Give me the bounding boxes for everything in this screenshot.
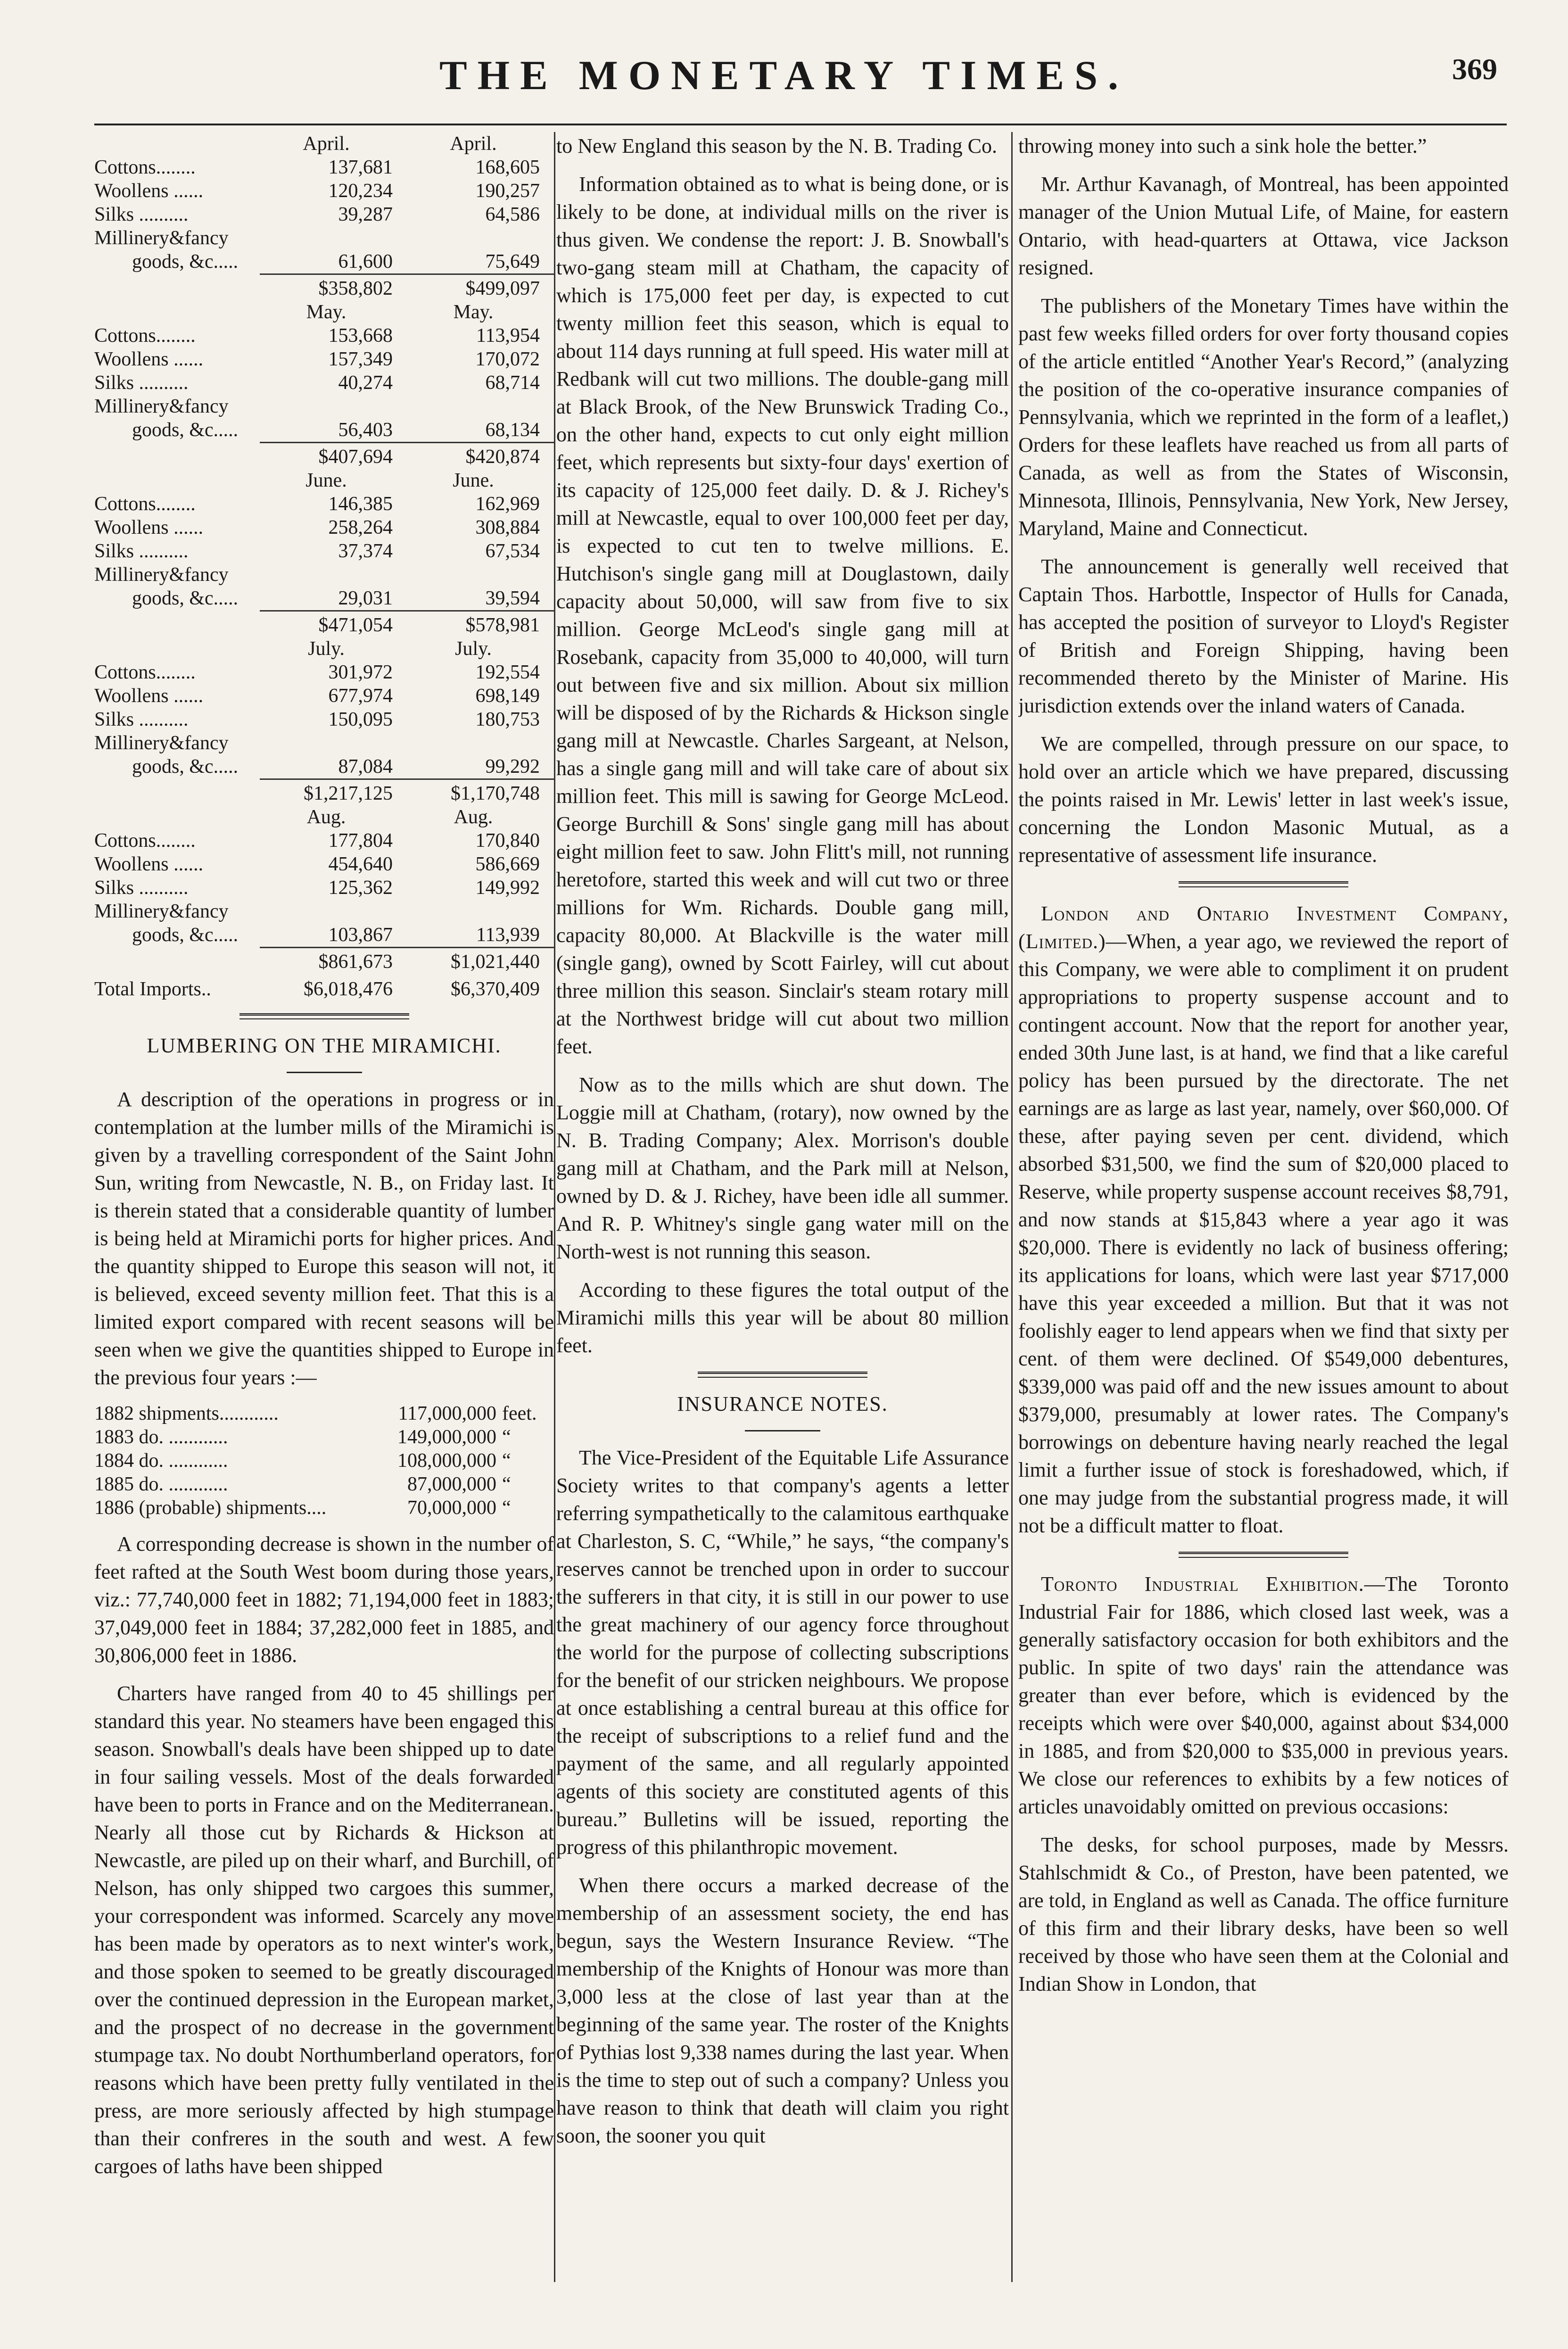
blank-cell bbox=[94, 443, 260, 469]
subtotal-value: $471,054 bbox=[260, 611, 407, 637]
row-label: Millinery&fancy bbox=[94, 564, 229, 586]
month-label: Aug. bbox=[454, 806, 493, 828]
header-rule bbox=[94, 124, 1507, 125]
shipment-row bbox=[94, 1496, 554, 1520]
row-label: goods, &c..... bbox=[132, 419, 239, 441]
row-value: 87,084 bbox=[338, 756, 393, 777]
insurance-paragraph-2: When there occurs a marked decrease of the membership of an assessment society, the end has begun, says the Western Insurance Review. “The membership of the Knights of Honour was more than 3,000 less at the close of last year than at the beginning of the same year. The roster of the Knights of Pythias lost 9,338 names during the last year. When is the time to step out of such a company? Unless you have reason to think that death will claim you right soon, the sooner you quit bbox=[556, 1874, 1009, 2147]
row-label: goods, &c..... bbox=[132, 924, 239, 946]
row-value bbox=[260, 563, 407, 587]
row-value: 103,867 bbox=[328, 924, 393, 946]
toronto-exhibition-paragraph bbox=[1018, 1570, 1509, 1820]
import-row bbox=[94, 516, 554, 539]
import-row bbox=[94, 876, 554, 900]
london-ontario-paragraph bbox=[1018, 900, 1509, 1539]
column-rule-1 bbox=[554, 132, 555, 2282]
row-value: 149,992 bbox=[475, 877, 540, 899]
row-label: Silks .......... bbox=[94, 372, 189, 394]
row-value: 146,385 bbox=[328, 493, 393, 515]
row-label: Woollens ...... bbox=[94, 180, 204, 202]
subtotal-row bbox=[94, 443, 554, 469]
row-value: 29,031 bbox=[338, 587, 393, 609]
blank-cell bbox=[94, 779, 260, 806]
subtotal-row bbox=[94, 274, 554, 301]
row-label: Millinery&fancy bbox=[94, 732, 229, 754]
shipment-unit: “ bbox=[502, 1426, 511, 1448]
toronto-exhibition-paragraph-2: The desks, for school purposes, made by Messrs. Stahlschmidt & Co., of Preston, have been patented, we are told, in England as well as Canada. The office furniture of this firm and their library desks, have been so well received by those who have seen them at the Colonial and Indian Show in London, that bbox=[1018, 1833, 1509, 1995]
import-row bbox=[94, 563, 554, 587]
row-value: 120,234 bbox=[328, 180, 393, 202]
grand-total-value: $6,370,409 bbox=[451, 978, 540, 1000]
subtotal-row bbox=[94, 948, 554, 974]
grand-total-value: $6,018,476 bbox=[304, 978, 393, 1000]
section-separator bbox=[698, 1372, 867, 1378]
row-value: 190,257 bbox=[475, 180, 540, 202]
shipment-year: 1885 do. ............ bbox=[94, 1473, 228, 1495]
shipment-value: 87,000,000 bbox=[407, 1473, 496, 1495]
month-header-row bbox=[94, 805, 554, 829]
row-value: 168,605 bbox=[475, 157, 540, 178]
row-label: goods, &c..... bbox=[132, 587, 239, 609]
row-value: 64,586 bbox=[485, 204, 540, 225]
row-value: 192,554 bbox=[475, 662, 540, 683]
import-row bbox=[94, 661, 554, 684]
row-value: 40,274 bbox=[338, 372, 393, 394]
shipment-year: 1883 do. ............ bbox=[94, 1426, 228, 1448]
row-label: goods, &c..... bbox=[132, 756, 239, 777]
row-label: goods, &c..... bbox=[132, 251, 239, 273]
subtotal-value: $861,673 bbox=[260, 948, 407, 974]
row-value: 150,095 bbox=[328, 709, 393, 730]
shipment-row bbox=[94, 1402, 554, 1425]
heading-underline bbox=[745, 1430, 820, 1431]
shipment-value: 117,000,000 bbox=[398, 1403, 496, 1424]
column-1 bbox=[94, 132, 554, 2301]
row-value bbox=[407, 900, 554, 923]
row-value: 39,287 bbox=[338, 204, 393, 225]
shipment-unit: “ bbox=[502, 1473, 511, 1495]
subtotal-value: $407,694 bbox=[260, 443, 407, 469]
lumbering-paragraph-2: A corresponding decrease is shown in the number of feet rafted at the South West boom during those years, viz.: 77,740,000 feet in 1882; 71,194,000 feet in 1883; 37,049,000 feet in 1884; 37,282,000 feet in 1885, and 30,806,000 feet in 1886. bbox=[94, 1532, 554, 1667]
blank-cell bbox=[94, 132, 260, 156]
shipments-table bbox=[94, 1402, 554, 1520]
import-row bbox=[94, 226, 554, 250]
imports-table bbox=[94, 132, 554, 1001]
shipment-unit: “ bbox=[502, 1450, 511, 1472]
subtotal-value: $499,097 bbox=[407, 274, 554, 301]
import-row bbox=[94, 179, 554, 203]
row-value: 67,534 bbox=[485, 540, 540, 562]
import-row bbox=[94, 347, 554, 371]
row-value: 586,669 bbox=[475, 853, 540, 875]
month-header-row bbox=[94, 469, 554, 492]
row-label: Cottons........ bbox=[94, 157, 196, 178]
row-label: Woollens ...... bbox=[94, 853, 204, 875]
import-row bbox=[94, 324, 554, 347]
grand-total-row bbox=[94, 974, 554, 1001]
shipment-unit: feet. bbox=[502, 1403, 537, 1424]
shipment-value: 108,000,000 bbox=[397, 1450, 496, 1472]
subtotal-value: $1,217,125 bbox=[260, 779, 407, 806]
shipment-value: 149,000,000 bbox=[397, 1426, 496, 1448]
column-3 bbox=[1018, 132, 1509, 2301]
lumbering-paragraph-3: Charters have ranged from 40 to 45 shillings per standard this year. No steamers have been engaged this season. Snowball's deals have been shipped up to date in four sailing vessels. Most of the deals forwarded have been to ports in France and on the Mediterranean. Nearly all those cut by Richards & Hickson at Newcastle, are piled up on their wharf, and Burchill, of Nelson, has only shipped two cargoes this summer, your correspondent was informed. Scarcely any move has been made by operators as to next winter's work, and those spoken to seemed to be greatly discouraged over the continued depression in the European market, and the prospect of no decrease in the government stumpage tax. No doubt Northumberland operators, for reasons which have been pretty fully ventilated in the press, are more seriously affected by high stumpage than their confreres in the south and west. A few cargoes of laths have been shipped bbox=[94, 1682, 554, 2178]
shipment-year: 1884 do. ............ bbox=[94, 1450, 228, 1472]
row-value: 177,804 bbox=[328, 830, 393, 852]
import-row bbox=[94, 156, 554, 179]
london-ontario-body: —When, a year ago, we reviewed the report of this Company, we were able to compliment it on prudent appropriations to property suspense account and to contingent account. Now that the report for another year, ended 30th June last, is at hand, we find that a like careful policy has been pursued by the directorate. The net earnings are as large as last year, namely, over $60,000. Of these, after paying seven per cent. dividend, which absorbed $31,500, we find the sum of $20,000 placed to Reserve, while property suspense account receives $8,791, and now stands at $15,843 where a year ago it was $20,000. There is evidently no lack of business offering; its applications for loans, which were last year $717,000 have this year exceeded a million. But that it was not foolishly eager to lend appears when we find that sixty per cent. of them were declined. Of $549,000 debentures, $339,000 was paid off and the new issues amount to about $379,000, presumably at lower rates. The Company's borrowings on debenture having nearly reached the legal limit a further issue of stock is foreshadowed, which, if one may judge from the substantial progress made, it will not be a difficult matter to float. bbox=[1018, 930, 1509, 1537]
subtotal-value: $1,170,748 bbox=[407, 779, 554, 806]
row-value: 454,640 bbox=[328, 853, 393, 875]
row-value: 56,403 bbox=[338, 419, 393, 441]
row-label: Cottons........ bbox=[94, 830, 196, 852]
row-label: Cottons........ bbox=[94, 493, 196, 515]
column-rule-2 bbox=[1011, 132, 1013, 2282]
blank-cell bbox=[94, 469, 260, 492]
shipment-row bbox=[94, 1472, 554, 1496]
heading-underline bbox=[287, 1072, 362, 1073]
row-value bbox=[407, 731, 554, 755]
row-label: Silks .......... bbox=[94, 709, 189, 730]
subtotal-value: $358,802 bbox=[260, 274, 407, 301]
shipment-value: 70,000,000 bbox=[407, 1497, 496, 1519]
row-value: 180,753 bbox=[475, 709, 540, 730]
month-label: April. bbox=[303, 133, 350, 155]
insurance-heading: INSURANCE NOTES. bbox=[677, 1392, 888, 1415]
month-label: June. bbox=[453, 470, 494, 491]
row-value: 61,600 bbox=[338, 251, 393, 273]
grand-total-label: Total Imports.. bbox=[94, 978, 211, 1000]
row-value bbox=[260, 900, 407, 923]
month-label: Aug. bbox=[306, 806, 346, 828]
shipment-unit: “ bbox=[502, 1497, 511, 1519]
lumbering-paragraph-6: Now as to the mills which are shut down. The Loggie mill at Chatham, (rotary), now owned by the N. B. Trading Company; Alex. Morrison's double gang mill at Chatham, and the Park mill at Nelson, owned by D. & J. Richey, have been idle all summer. And R. P. Whitney's single gang water mill on the North-west is not running this season. bbox=[556, 1073, 1009, 1263]
row-value bbox=[407, 226, 554, 250]
section-separator bbox=[1179, 1552, 1348, 1558]
row-value bbox=[260, 226, 407, 250]
row-value bbox=[407, 395, 554, 418]
column-2 bbox=[556, 132, 1009, 2301]
row-value: 308,884 bbox=[475, 517, 540, 538]
month-header-row bbox=[94, 300, 554, 324]
month-header-row bbox=[94, 132, 554, 156]
blank-cell bbox=[94, 274, 260, 301]
row-value: 170,840 bbox=[475, 830, 540, 852]
row-label: Silks .......... bbox=[94, 877, 189, 899]
row-value: 68,134 bbox=[485, 419, 540, 441]
import-row bbox=[94, 755, 554, 779]
import-row bbox=[94, 203, 554, 226]
subtotal-value: $578,981 bbox=[407, 611, 554, 637]
insurance-paragraph-1: The Vice-President of the Equitable Life Assurance Society writes to that company's agents a letter referring sympathetically to the calamitous earthquake at Charleston, S. C, “While,” he says, “the company's reserves cannot be trenched upon in order to succour the sufferers in that city, it is still in our power to use the great machinery of our agency force throughout the world for the purpose of collecting subscriptions for the benefit of our stricken neighbours. We propose at once establishing a central bureau at this office for the receipt of subscriptions to a relief fund and the payment of the same, and all regularly appointed agents of this society are constituted agents of this bureau.” Bulletins will be issued, reporting the progress of this philanthropic movement. bbox=[556, 1446, 1009, 1859]
import-row bbox=[94, 708, 554, 731]
row-value bbox=[260, 731, 407, 755]
row-value: 301,972 bbox=[328, 662, 393, 683]
month-label: June. bbox=[305, 470, 347, 491]
subtotal-value: $1,021,440 bbox=[407, 948, 554, 974]
lumbering-paragraph-7: According to these figures the total output of the Miramichi mills this year will be about 80 million feet. bbox=[556, 1278, 1009, 1357]
row-label: Silks .......... bbox=[94, 204, 189, 225]
shipment-row bbox=[94, 1425, 554, 1449]
import-row bbox=[94, 829, 554, 852]
lumbering-paragraph-4: to New England this season by the N. B. Trading Co. bbox=[556, 134, 997, 157]
subtotal-value: $420,874 bbox=[407, 443, 554, 469]
blank-cell bbox=[94, 300, 260, 324]
month-label: May. bbox=[306, 301, 347, 323]
month-label: April. bbox=[450, 133, 497, 155]
row-value: 162,969 bbox=[475, 493, 540, 515]
shipment-row bbox=[94, 1449, 554, 1472]
import-row bbox=[94, 250, 554, 274]
month-label: July. bbox=[308, 638, 345, 660]
subtotal-row bbox=[94, 779, 554, 806]
row-value: 157,349 bbox=[328, 348, 393, 370]
import-row bbox=[94, 684, 554, 708]
blank-cell bbox=[94, 948, 260, 974]
insurance-paragraph-7: We are compelled, through pressure on our space, to hold over an article which we have prepared, discussing the points raised in Mr. Lewis' letter in last week's issue, concerning the London Masonic Mutual, as a representative of assessment life insurance. bbox=[1018, 732, 1509, 867]
import-row bbox=[94, 371, 554, 395]
row-value: 39,594 bbox=[485, 587, 540, 609]
month-header-row bbox=[94, 637, 554, 661]
row-label: Woollens ...... bbox=[94, 348, 204, 370]
row-label: Millinery&fancy bbox=[94, 227, 229, 249]
month-label: May. bbox=[453, 301, 494, 323]
row-value: 137,681 bbox=[328, 157, 393, 178]
toronto-exhibition-lead: Toronto Industrial Exhibition. bbox=[1041, 1572, 1364, 1596]
row-value: 125,362 bbox=[328, 877, 393, 899]
import-row bbox=[94, 587, 554, 611]
shipment-year: 1882 shipments............ bbox=[94, 1403, 279, 1424]
row-value bbox=[407, 563, 554, 587]
row-value: 37,374 bbox=[338, 540, 393, 562]
masthead: THE MONETARY TIMES. bbox=[439, 53, 1129, 99]
row-label: Millinery&fancy bbox=[94, 396, 229, 417]
row-value: 698,149 bbox=[475, 685, 540, 707]
import-row bbox=[94, 395, 554, 418]
import-row bbox=[94, 539, 554, 563]
row-value: 75,649 bbox=[485, 251, 540, 273]
row-label: Millinery&fancy bbox=[94, 901, 229, 922]
row-value: 258,264 bbox=[328, 517, 393, 538]
shipment-year: 1886 (probable) shipments.... bbox=[94, 1497, 327, 1519]
row-value bbox=[260, 395, 407, 418]
row-value: 170,072 bbox=[475, 348, 540, 370]
row-value: 153,668 bbox=[328, 325, 393, 347]
import-row bbox=[94, 900, 554, 923]
import-row bbox=[94, 852, 554, 876]
section-separator bbox=[239, 1013, 409, 1019]
london-ontario-lead: London and Ontario Investment Company, (Limited.) bbox=[1018, 902, 1509, 953]
blank-cell bbox=[94, 805, 260, 829]
blank-cell bbox=[94, 611, 260, 637]
page-number: 369 bbox=[1452, 52, 1497, 86]
row-label: Silks .......... bbox=[94, 540, 189, 562]
row-label: Woollens ...... bbox=[94, 685, 204, 707]
blank-cell bbox=[94, 637, 260, 661]
row-label: Cottons........ bbox=[94, 325, 196, 347]
month-label: July. bbox=[455, 638, 492, 660]
row-label: Woollens ...... bbox=[94, 517, 204, 538]
insurance-paragraph-5: The publishers of the Monetary Times have within the past few weeks filled orders for over forty thousand copies of the article entitled “Another Year's Record,” (analyzing the position of the co-operative insurance companies of Pennsylvania, which we reprinted in the form of a leaflet,) Orders for these leaflets have reached us from all parts of Canada, as well as from the States of Wisconsin, Minnesota, Illinois, Pennsylvania, New York, New Jersey, Maryland, Maine and Connecticut. bbox=[1018, 294, 1509, 540]
row-value: 68,714 bbox=[485, 372, 540, 394]
import-row bbox=[94, 923, 554, 948]
lumbering-paragraph-5: Information obtained as to what is being done, or is likely to be done, at individual mills on the river is thus given. We condense the report: J. B. Snowball's two-gang steam mill at Chatham, the capacity of which is 175,000 feet per day, is expected to cut twenty million feet this season, which is equal to about 114 days running at full speed. His water mill at Redbank will cut two millions. The double-gang mill at Black Brook, of the New Brunswick Trading Co., on the other hand, expects to cut only eight million feet, which represents but sixty-four days' exertion of its capacity of 125,000 feet daily. D. & J. Richey's mill at Newcastle, equal to over 100,000 feet per day, is expected to cut ten to twelve millions. E. Hutchison's single gang mill at Douglastown, daily capacity about 50,000, will saw from five to six million. George McLeod's single gang mill at Rosebank, capacity from 35,000 to 40,000, will turn out between five and six million. About six million will be disposed of by the Richards & Hickson single gang mill at Newcastle. Charles Sargeant, at Nelson, has a single gang mill and will take care of about six million feet. This mill is sawing for George McLeod. George Burchill & Sons' single gang mill has about eight million feet to saw. John Flitt's mill, not running heretofore, started this week and will cut two or three millions for Wm. Richards. Double gang mill, capacity 80,000. At Blackville is the water mill (single gang), owned by Scott Fairley, will cut about three million this season. Sinclair's steam rotary mill at the Northwest bridge will cut about two million feet. bbox=[556, 173, 1009, 1058]
import-row bbox=[94, 731, 554, 755]
insurance-paragraph-3: throwing money into such a sink hole the better.” bbox=[1018, 134, 1427, 157]
row-value: 113,939 bbox=[476, 924, 540, 946]
section-separator bbox=[1179, 881, 1348, 887]
toronto-exhibition-body: —The Toronto Industrial Fair for 1886, which closed last week, was a generally satisfactory occasion for both exhibitors and the public. In spite of two days' rain the attendance was greater than ever before, which is evidenced by the receipts which were over $40,000, against about $34,000 in 1885, and from $20,000 to $35,000 in previous years. We close our references to exhibits by a few notices of articles unavoidably omitted on previous occasions: bbox=[1018, 1572, 1509, 1818]
insurance-paragraph-6: The announcement is generally well received that Captain Thos. Harbottle, Inspector of Hulls for Canada, has accepted the position of surveyor to Lloyd's Register of British and Foreign Shipping, having been recommended thereto by the Minister of Marine. His jurisdiction extends over the inland waters of Canada. bbox=[1018, 555, 1509, 717]
subtotal-row bbox=[94, 611, 554, 637]
lumbering-heading: LUMBERING ON THE MIRAMICHI. bbox=[147, 1034, 502, 1057]
lumbering-paragraph-1: A description of the operations in progress or in contemplation at the lumber mills of the Miramichi is given by a travelling correspondent of the Saint John Sun, writing from Newcastle, N. B., on Friday last. It is therein stated that a considerable quantity of lumber is being held at Miramichi ports for higher prices. And the quantity shipped to Europe this season will not, it is believed, exceed seventy million feet. That this is a limited export compared with recent seasons will be seen when we give the quantities shipped to Europe in the previous four years :— bbox=[94, 1088, 554, 1389]
import-row bbox=[94, 418, 554, 443]
import-row bbox=[94, 492, 554, 516]
row-value: 99,292 bbox=[485, 756, 540, 777]
row-label: Cottons........ bbox=[94, 662, 196, 683]
row-value: 677,974 bbox=[328, 685, 393, 707]
row-value: 113,954 bbox=[476, 325, 540, 347]
insurance-paragraph-4: Mr. Arthur Kavanagh, of Montreal, has been appointed manager of the Union Mutual Life, of Maine, for eastern Ontario, with head-quarters at Ottawa, vice Jackson resigned. bbox=[1018, 173, 1509, 279]
